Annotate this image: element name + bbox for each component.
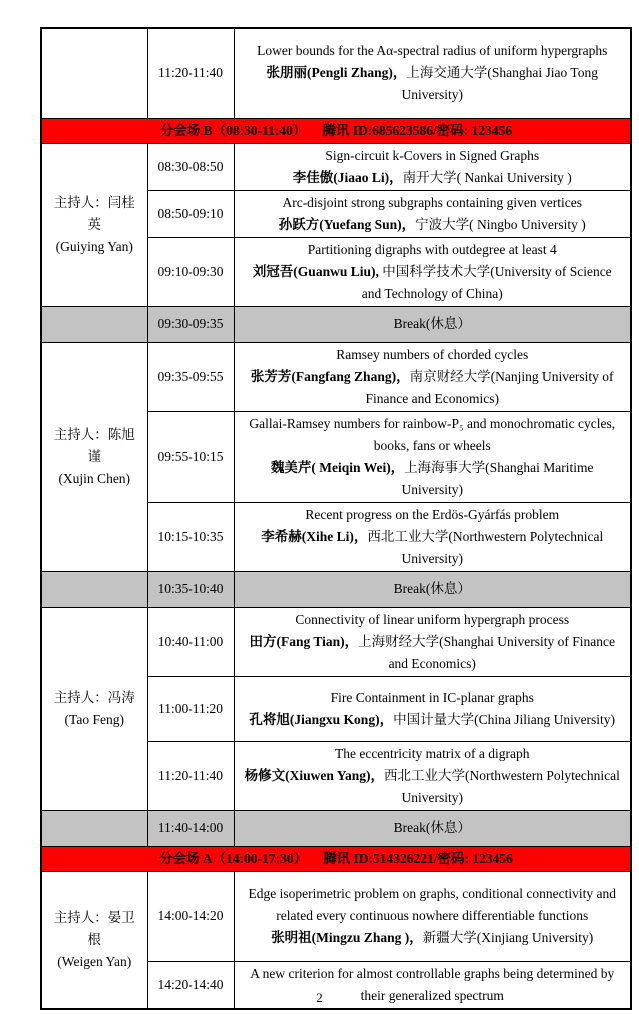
speaker-name: 孙跃方(Yuefang Sun)， [278,216,416,232]
talk-cell [234,741,631,810]
speaker-name: 张朋丽(Pengli Zhang)， [266,65,407,81]
session-banner-b [41,118,631,143]
talk-row [41,28,631,118]
break-label: Break(休息） [234,571,631,607]
speaker-affiliation: 南京财经大学(Nanjing University of Finance and Economics) [365,368,614,406]
talk-title: A new criterion for almost controllable graphs being determined by their generalized spectrum [250,965,615,1003]
time-cell: 10:40-11:00 [147,607,234,676]
talk-title: Partitioning digraphs with outdegree at least 4 [307,241,557,257]
talk-title: Edge isoperimetric problem on graphs, conditional connectivity and related every continuous nowhere differentiable functions [248,886,616,923]
break-chair-cell [41,571,147,607]
talk-cell [234,190,631,237]
talk-title: The eccentricity matrix of a digraph [334,745,530,761]
page-number: 2 [316,990,323,1005]
talk-speaker [243,709,623,731]
speaker-affiliation: 上海海事大学(Shanghai Maritime University) [401,459,594,497]
break-chair-cell [41,810,147,846]
session-meeting-info: 腾讯 ID:514326221/密码: 123456 [323,850,513,866]
break-time-cell: 10:35-10:40 [147,571,234,607]
talk-title: Gallai-Ramsey numbers for rainbow-P₅ and monochromatic cycles, books, fans or wheels [249,415,616,453]
speaker-name: 李佳傲(Jiaao Li)， [292,169,403,185]
talk-speaker [243,765,623,809]
talk-speaker [243,261,623,305]
talk-cell [234,411,631,502]
time-cell: 14:20-14:40 [147,961,234,1009]
talk-title: Lower bounds for the Aα-spectral radius of uniform hypergraphs [257,43,608,59]
chair-name-en: (Tao Feng) [64,711,124,727]
break-time-cell: 11:40-14:00 [147,810,234,846]
talk-cell [234,143,631,190]
speaker-affiliation: 中国科学技术大学(University of Science and Technology of China) [361,263,612,301]
speaker-name: 孔将旭(Jiangxu Kong)， [249,711,394,727]
talk-cell [234,237,631,306]
speaker-name: 张明祖(Mingzu Zhang )， [271,930,423,945]
talk-title: Arc-disjoint strong subgraphs containing given vertices [282,194,583,210]
chair-cell [41,607,147,810]
chair-cell [41,143,147,306]
speaker-name: 李希赫(Xihe Li)， [261,528,368,544]
time-cell: 08:30-08:50 [147,143,234,190]
talk-title: Sign-circuit k-Covers in Signed Graphs [325,147,540,163]
break-row [41,306,631,342]
banner-row-b [41,118,631,143]
break-row [41,571,631,607]
chair-label: 主持人：晏卫根 [53,909,135,947]
time-cell: 11:20-11:40 [147,28,234,118]
talk-speaker [243,927,623,949]
speaker-affiliation: 西北工业大学(Northwestern Polytechnical University) [367,528,604,566]
speaker-affiliation: 上海交通大学(Shanghai Jiao Tong University) [401,65,598,103]
talk-cell [234,28,631,118]
speaker-affiliation: 南开大学( Nankai University ) [402,169,572,185]
speaker-name: 杨修文(Xiuwen Yang)， [244,767,385,783]
time-cell: 14:00-14:20 [147,871,234,961]
chair-cell [41,342,147,571]
speaker-name: 魏美芹( Meiqin Wei)， [270,459,405,475]
banner-row-a [41,846,631,871]
chair-name-en: (Xujin Chen) [58,470,131,486]
break-chair-cell [41,306,147,342]
session-title: 分会场 B（08:30-11:40） [159,122,307,138]
session-title: 分会场 A（14:00-17:30） [159,850,308,866]
chair-label: 主持人：闫桂英 [53,194,135,232]
break-time-cell: 09:30-09:35 [147,306,234,342]
time-cell: 11:00-11:20 [147,676,234,741]
talk-cell [234,676,631,741]
talk-speaker [243,457,623,501]
break-row [41,810,631,846]
talk-speaker [243,526,623,570]
speaker-name: 田方(Fang Tian)， [249,633,359,649]
talk-speaker [243,631,623,675]
time-cell: 09:10-09:30 [147,237,234,306]
time-cell: 09:35-09:55 [147,342,234,411]
time-cell: 10:15-10:35 [147,502,234,571]
break-label: Break(休息） [234,306,631,342]
speaker-affiliation: 宁波大学( Ningbo University ) [415,216,586,232]
talk-title: Recent progress on the Erdös-Gyárfás problem [305,506,560,522]
talk-row [41,342,631,411]
talk-title: Fire Containment in IC-planar graphs [330,689,534,705]
talk-title: Ramsey numbers of chorded cycles [336,346,529,362]
talk-row [41,143,631,190]
talk-speaker [243,62,623,106]
talk-cell [234,342,631,411]
talk-title: Connectivity of linear uniform hypergraph process [295,611,570,627]
session-banner-a [41,846,631,871]
speaker-affiliation: 西北工业大学(Northwestern Polytechnical University) [384,767,620,805]
chair-cell-empty [41,28,147,118]
session-meeting-info: 腾讯 ID:685623586/密码: 123456 [322,122,513,138]
speaker-name: 张芳芳(Fangfang Zhang)， [250,368,410,384]
talk-speaker [243,167,623,189]
talk-cell [234,502,631,571]
speaker-affiliation: 中国计量大学(China Jiliang University) [393,711,616,727]
break-label: Break(休息） [234,810,631,846]
speaker-affiliation: 新疆大学(Xinjiang University) [422,930,594,945]
chair-label: 主持人：冯涛 [53,689,135,705]
chair-label: 主持人：陈旭谨 [53,426,135,464]
speaker-affiliation: 上海财经大学(Shanghai University of Finance and Economics) [358,633,615,671]
talk-cell [234,871,631,961]
schedule-table [40,27,632,1010]
talk-speaker [243,366,623,410]
time-cell: 11:20-11:40 [147,741,234,810]
talk-row [41,871,631,961]
time-cell: 09:55-10:15 [147,411,234,502]
time-cell: 08:50-09:10 [147,190,234,237]
chair-cell [41,871,147,1009]
talk-row [41,607,631,676]
talk-cell [234,607,631,676]
talk-speaker [243,214,623,236]
speaker-name: 刘冠吾(Guanwu Liu), [252,263,383,279]
chair-name-en: (Weigen Yan) [57,953,132,969]
chair-name-en: (Guiying Yan) [55,238,133,254]
